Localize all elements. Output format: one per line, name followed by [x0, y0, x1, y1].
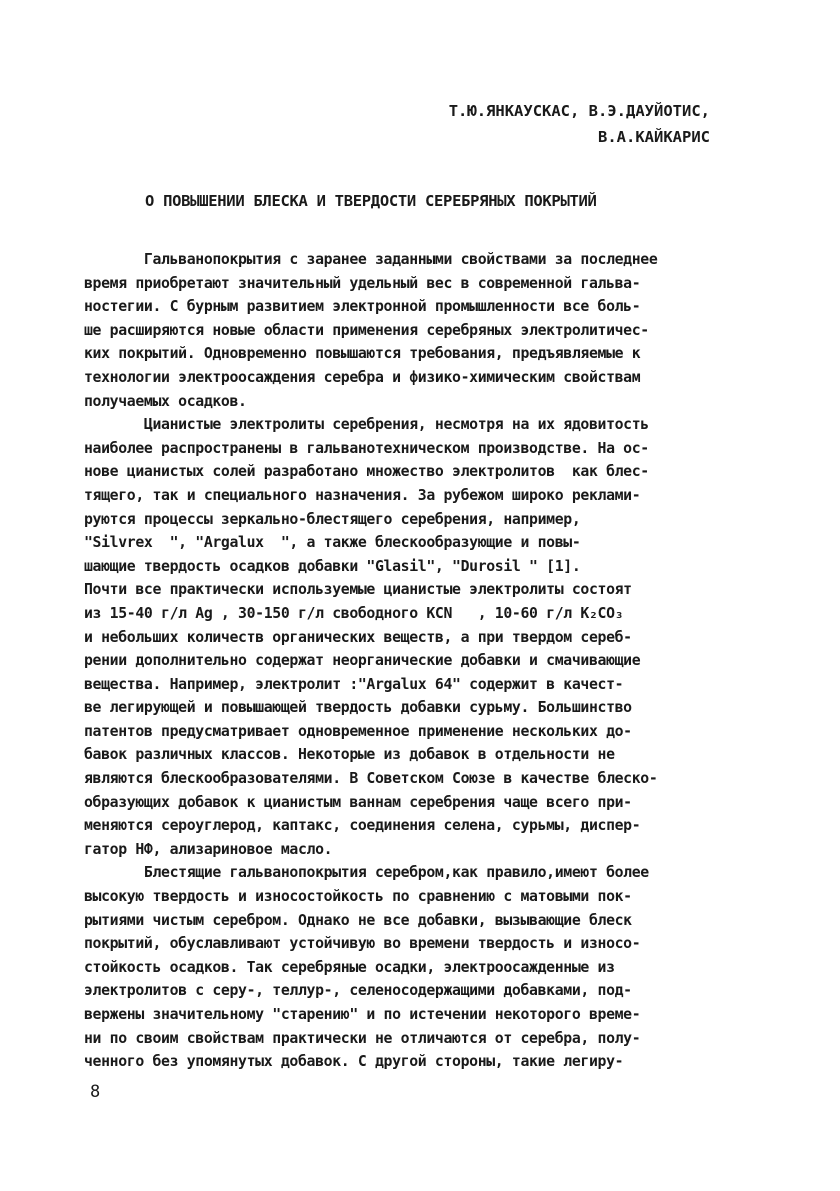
text-line: тящего, так и специального назначения. За рубежом широко реклами- [84, 486, 641, 504]
text-line: Почти все практически используемые цианистые электролиты состоят [84, 581, 632, 599]
text-line: рении дополнительно содержат неорганические добавки и смачивающие [84, 652, 641, 670]
text-line: меняются сероуглерод, каптакс, соединения селена, сурьмы, диспер- [84, 817, 641, 835]
text-line: ностегии. С бурным развитием электронной промышленности все боль- [84, 298, 641, 316]
article-body [84, 248, 746, 1074]
text-line: вещества. Например, электролит :"Argalux 64" содержит в качест- [84, 675, 624, 693]
text-line: получаемых осадков. [84, 392, 247, 410]
text-line: бавок различных классов. Некоторые из добавок в отдельности не [84, 746, 615, 764]
text-line: ких покрытий. Одновременно повышаются требования, предъявляемые к [84, 345, 641, 363]
text-line: время приобретают значительный удельный вес в современной гальва- [84, 274, 641, 292]
text-line: ше расширяются новые области применения серебряных электролитичес- [84, 321, 649, 339]
text-line: наиболее распространены в гальванотехническом производстве. На ос- [84, 439, 649, 457]
text-line: ни по своим свойствам практически не отличаются от серебра, полу- [84, 1029, 641, 1047]
text-line: из 15-40 г/л Ag , 30-150 г/л свободного KCN , 10-60 г/л K₂CO₃ [84, 604, 624, 622]
text-line: ве легирующей и повышающей твердость добавки сурьму. Большинство [84, 699, 632, 717]
authors-line-1: Т.Ю.ЯНКАУСКАС, В.Э.ДАУЙОТИС, [448, 102, 710, 120]
text-line: высокую твердость и износостойкость по сравнению с матовыми пок- [84, 888, 632, 906]
text-line: технологии электроосаждения серебра и физико-химическим свойствам [84, 368, 641, 386]
text-line: Блестящие гальванопокрытия серебром,как правило,имеют более [84, 864, 649, 882]
text-line: образующих добавок к цианистым ваннам серебрения чаще всего при- [84, 793, 632, 811]
text-line: электролитов с серу-, теллур-, селеносодержащими добавками, под- [84, 982, 632, 1000]
text-line: патентов предусматривает одновременное применение нескольких до- [84, 722, 632, 740]
text-line: шающие твердость осадков добавки "Glasil", "Durosil " [1]. [84, 557, 581, 575]
text-line: вержены значительному "старению" и по истечении некоторого време- [84, 1006, 641, 1023]
text-line: рытиями чистым серебром. Однако не все добавки, вызывающие блеск [84, 911, 632, 929]
text-line: Цианистые электролиты серебрения, несмотря на их ядовитость [84, 416, 649, 434]
text-line: руются процессы зеркально-блестящего серебрения, например, [84, 510, 581, 528]
article-title: О ПОВЫШЕНИИ БЛЕСКА И ТВЕРДОСТИ СЕРЕБРЯНЫХ ПОКРЫТИЙ [145, 192, 597, 210]
text-line: стойкость осадков. Так серебряные осадки, электроосажденные из [84, 958, 615, 976]
text-line: ченного без упомянутых добавок. С другой стороны, такие легиру- [84, 1053, 624, 1071]
text-line: гатор НФ, ализариновое масло. [84, 840, 333, 858]
text-line: "Silvrex ", "Argalux ", а также блескообразующие и повы- [84, 534, 581, 552]
page-number: 8 [90, 1082, 101, 1102]
text-line: покрытий, обуславливают устойчивую во времени твердость и износо- [84, 935, 641, 953]
text-line: Гальванопокрытия с заранее заданными свойствами за последнее [84, 251, 658, 268]
authors-block [449, 98, 710, 150]
text-line: являются блескообразователями. В Советском Союзе в качестве блеско- [84, 770, 658, 788]
authors-line-2: В.А.КАЙКАРИС [598, 128, 710, 146]
text-line: нове цианистых солей разработано множество электролитов как блес- [84, 463, 649, 481]
text-line: и небольших количеств органических веществ, а при твердом сереб- [84, 628, 632, 646]
